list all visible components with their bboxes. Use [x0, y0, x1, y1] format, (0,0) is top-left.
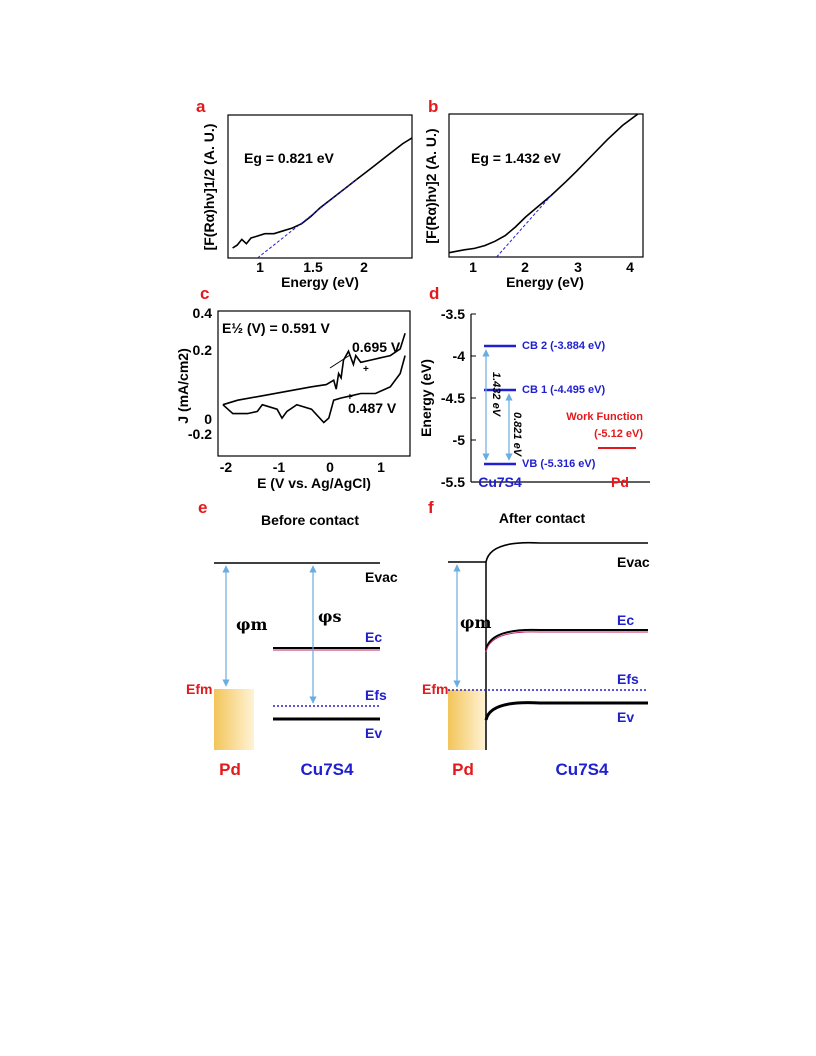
- category-pd: Pd: [611, 474, 629, 490]
- conduction-band-bent-f: [486, 630, 648, 650]
- label-phim-e: φm: [236, 615, 268, 634]
- gap-label-0821: 0.821 eV: [511, 412, 523, 457]
- tick-label: 4: [626, 259, 634, 275]
- panel-label-d: d: [429, 284, 440, 303]
- tick-label: -1: [272, 459, 286, 475]
- label-cb1: CB 1 (-4.495 eV): [522, 384, 606, 396]
- panel-f: [422, 498, 650, 779]
- label-evac-e: Evac: [365, 569, 398, 585]
- label-semi-e: Cu7S4: [300, 760, 354, 779]
- metal-block-f: [448, 690, 486, 750]
- label-work-function-value: (-5.12 eV): [594, 428, 643, 440]
- annotation-leader-line: [330, 355, 350, 368]
- tick-label: 0: [204, 411, 212, 427]
- panel-label-c: c: [200, 284, 210, 303]
- y-ticks-c: [188, 305, 212, 442]
- tick-label: -5: [452, 432, 465, 448]
- y-axis-label-c: J (mA/cm2): [175, 348, 191, 424]
- plot-frame-b: [449, 114, 643, 257]
- label-efs-e: Efs: [365, 687, 387, 703]
- tick-label: 1: [377, 459, 385, 475]
- panel-label-a: a: [196, 97, 206, 116]
- diagram-title-f: After contact: [498, 510, 586, 526]
- half-potential-annotation: E½ (V) = 0.591 V: [222, 320, 330, 336]
- plot-area-b: [449, 114, 638, 257]
- peak-annotation-anodic: 0.695 V: [352, 339, 401, 355]
- x-axis-label-c: E (V vs. Ag/AgCl): [257, 475, 371, 491]
- panel-c: [175, 284, 410, 491]
- x-ticks-c: [220, 459, 385, 475]
- tick-label: -2: [219, 459, 233, 475]
- x-axis-label-a: Energy (eV): [281, 274, 359, 290]
- panel-b: [423, 97, 643, 290]
- tick-label: 2: [360, 259, 368, 275]
- tick-label: -4.5: [440, 390, 465, 406]
- label-ev-e: Ev: [365, 725, 383, 741]
- metal-block-e: [214, 689, 254, 750]
- label-evac-f: Evac: [617, 554, 650, 570]
- label-efs-f: Efs: [617, 671, 639, 687]
- category-cu7s4: Cu7S4: [478, 474, 522, 490]
- x-ticks-b: [469, 259, 634, 275]
- y-axis-label-d: Energy (eV): [418, 359, 434, 437]
- panel-label-e: e: [198, 498, 208, 517]
- peak-marker-plus: +: [347, 392, 353, 403]
- data-series-line: [449, 114, 638, 253]
- x-axis-label-b: Energy (eV): [506, 274, 584, 290]
- panel-a: [196, 97, 412, 290]
- panel-e: [186, 498, 398, 779]
- tick-label: 0.2: [192, 342, 212, 358]
- tick-label: -4: [452, 348, 465, 364]
- tick-label: 0: [326, 459, 334, 475]
- bandgap-annotation-b: Eg = 1.432 eV: [471, 150, 561, 166]
- peak-annotation-cathodic: 0.487 V: [348, 400, 397, 416]
- bandgap-annotation-a: Eg = 0.821 eV: [244, 150, 334, 166]
- conduction-band-tint-f: [486, 632, 648, 652]
- label-cb2: CB 2 (-3.884 eV): [522, 340, 606, 352]
- label-ec-e: Ec: [365, 629, 383, 645]
- tick-label: -0.2: [187, 426, 212, 442]
- y-axis-label-a: [F(Rα)hν]1/2 (A. U.): [201, 123, 217, 251]
- tangent-fit-line: [497, 196, 551, 258]
- tick-label: 1.5: [303, 259, 323, 275]
- tick-label: 2: [521, 259, 529, 275]
- tick-label: -3.5: [440, 306, 465, 322]
- x-ticks-a: [256, 259, 368, 275]
- tick-label: 1: [469, 259, 477, 275]
- label-semi-f: Cu7S4: [555, 760, 609, 779]
- panel-d: [418, 284, 650, 490]
- label-phis-e: φs: [318, 607, 342, 626]
- diagram-title-e: Before contact: [260, 512, 360, 528]
- peak-marker-plus: +: [363, 364, 369, 375]
- label-metal-e: Pd: [219, 760, 241, 779]
- tick-label: -5.5: [440, 474, 465, 490]
- label-work-function: Work Function: [566, 411, 643, 423]
- label-phim-f: φm: [460, 613, 492, 632]
- label-efm-e: Efm: [186, 681, 213, 697]
- label-ec-f: Ec: [617, 612, 635, 628]
- panel-label-f: f: [428, 498, 434, 517]
- tick-label: 3: [574, 259, 582, 275]
- label-metal-f: Pd: [452, 760, 474, 779]
- tick-label: 0.4: [192, 305, 212, 321]
- tick-label: 1: [256, 259, 264, 275]
- y-axis-label-b: [F(Rα)hν]2 (A. U.): [423, 128, 439, 244]
- panel-label-b: b: [428, 97, 439, 116]
- label-vb: VB (-5.316 eV): [522, 458, 596, 470]
- label-efm-f: Efm: [422, 681, 449, 697]
- label-ev-f: Ev: [617, 709, 635, 725]
- gap-label-1432: 1.432 eV: [490, 372, 502, 417]
